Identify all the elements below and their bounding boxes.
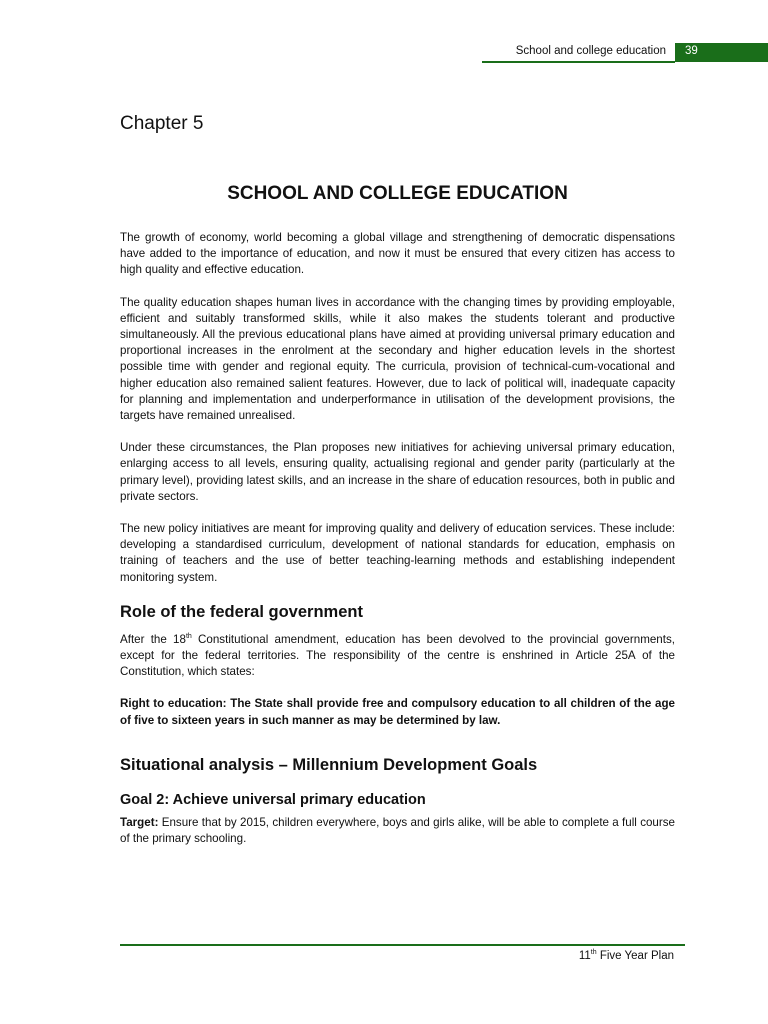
footer-plan-number: 11	[578, 950, 591, 962]
footer-rule	[120, 944, 685, 946]
paragraph-quality: The quality education shapes human lives in accordance with the changing times by providing employable, efficient and suitably transformed skills, while it also makes the students tolerant and productive simultaneously. All the previous educational plans have aimed at providing universal primary education and proportional increases in the enrolment at the secondary and higher education levels in the shortest possible time with gender and regional equity. The curricula, provision of technical-cum-vocational and higher education also remained salient features. However, due to lack of political will, inadequate capacity for planning and implementation and underperformance in utilisation of the development provisions, the targets have remained unrealised.	[120, 295, 675, 423]
paragraph-policy: The new policy initiatives are meant for improving quality and delivery of education services. These include: developing a standardised curriculum, development of national standards for education, emphasis on training of teachers and the use of better teaching-learning methods and establishing independent monitoring system.	[120, 522, 675, 584]
target-label: Target:	[120, 815, 159, 829]
document-body	[120, 230, 675, 863]
amendment-ordinal: th	[185, 633, 192, 640]
goal-heading: Goal 2: Achieve universal primary education	[120, 791, 426, 808]
header-rule	[482, 61, 675, 63]
mdg-heading: Situational analysis – Millennium Development Goals	[120, 755, 538, 774]
running-header-title: School and college education	[515, 45, 666, 57]
chapter-label: Chapter 5	[120, 113, 204, 134]
paragraph-intro: The growth of economy, world becoming a global village and strengthening of democratic dispensations have added to the importance of education, and now it must be ensured that every citizen has access to high quality and effective education.	[120, 231, 675, 277]
right-text: The State shall provide free and compulsory education to all children of the age of five to sixteen years in such manner as may be determined by law.	[120, 697, 675, 727]
footer-plan-text: Five Year Plan	[596, 950, 674, 962]
chapter-title: SCHOOL AND COLLEGE EDUCATION	[227, 183, 568, 204]
paragraph-target	[120, 815, 675, 847]
right-label: Right to education:	[120, 697, 227, 711]
page-number-badge: 39	[675, 43, 768, 62]
paragraph-right-to-education	[120, 696, 675, 728]
footer-plan-ordinal: th	[590, 949, 597, 957]
paragraph-plan: Under these circumstances, the Plan proposes new initiatives for achieving universal primary education, enlarging access to all levels, ensuring quality, actualising regional and gender parity (particularly at the primary level), providing latest skills, and an increase in the share of education resources, both in public and private sectors.	[120, 441, 675, 503]
target-text: Ensure that by 2015, children everywhere, boys and girls alike, will be able to complete a full course of the primary schooling.	[120, 815, 675, 846]
paragraph-amendment	[120, 632, 675, 681]
role-heading: Role of the federal government	[120, 602, 363, 621]
amendment-text-post: Constitutional amendment, education has been devolved to the provincial governments, except for the federal territories. The responsibility of the centre is enshrined in Article 25A of the Constitution, which states:	[120, 632, 675, 679]
footer-plan-label	[480, 950, 674, 962]
amendment-text-pre: After the 18	[120, 632, 186, 646]
